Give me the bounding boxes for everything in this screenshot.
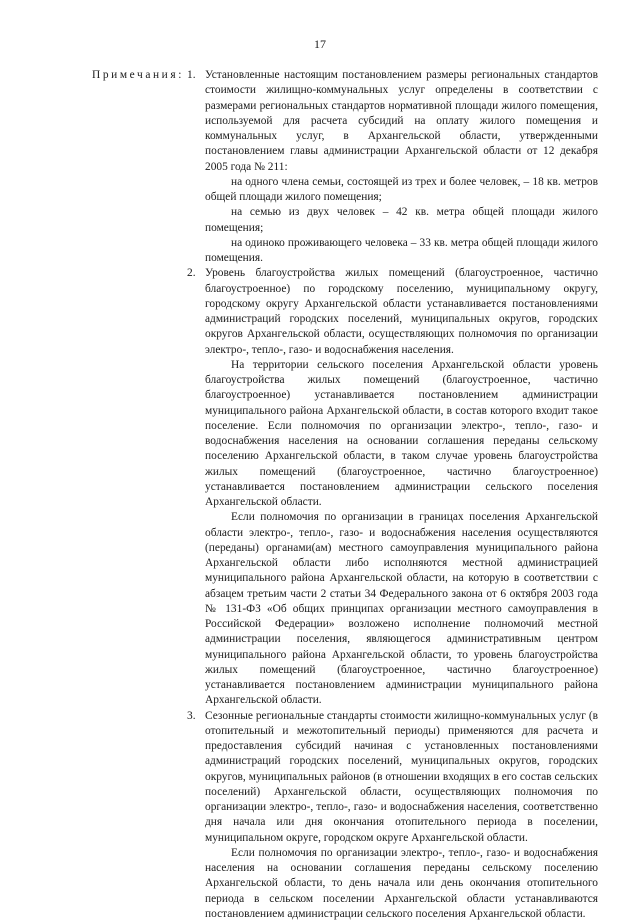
note-paragraph: Если полномочия по организации электро-, тепло-, газо- и водоснабжения населения на основании соглашения переданы сельскому поселению Архангельской области, то день начала или день окончания отопительного периода в сельском поселении Архангельской области устанавливаются постановлением администрации сельского поселения Архангельской области. — [205, 846, 598, 922]
note-1 — [187, 68, 598, 266]
note-list-item: на семью из двух человек – 42 кв. метра общей площади жилого помещения; — [205, 205, 598, 236]
note-paragraph: На территории сельского поселения Архангельской области уровень благоустройства жилых помещений (благоустроенное, частично благоустроенное) устанавливается постановлением администрации муниципального района Архангельской области, в состав которого входит такое поселение. Если полномочия по организации электро-, тепло-, газо- и водоснабжения населения на основании соглашения переданы сельскому поселению Архангельской области, в таком случае уровень благоустройства жилых помещений (благоустроенное, частично благоустроенное) устанавливается постановлением администрации сельского поселения Архангельской области. — [205, 358, 598, 511]
note-paragraph: Уровень благоустройства жилых помещений (благоустроенное, частично благоустроенное) по городскому поселению, муниципальному округу, городскому округу Архангельской области устанавливается постановлениями администраций городских поселений, муниципальных округов, городских округов Архангельской области, осуществляющих полномочия по организации электро-, тепло-, газо- и водоснабжения населения. — [205, 266, 598, 358]
note-paragraph: Если полномочия по организации в границах поселения Архангельской области электро-, тепло-, газо- и водоснабжения населения осуществляются (переданы) органами(ам) местного самоуправления муниципального района Архангельской области либо исполняются местной администрацией муниципального района Архангельской области, на которую в соответствии с абзацем третьим части 2 статьи 34 Федерального закона от 6 октября 2003 года № 131-ФЗ «Об общих принципах организации местного самоуправления в Российской Федерации» возложено исполнение полномочий местной администрации поселения, являющегося административным центром муниципального района Архангельской области, то уровень благоустройства жилых помещений (благоустроенное, частично благоустроенное) устанавливается постановлением администрации муниципального района Архангельской области. — [205, 510, 598, 708]
notes-label: Примечания: — [92, 68, 184, 83]
page-number: 17 — [0, 37, 640, 52]
note-2 — [187, 266, 598, 708]
note-number: 1. — [187, 68, 196, 83]
note-paragraph: Установленные настоящим постановлением размеры региональных стандартов стоимости жилищно-коммунальных услуг определены в соответствии с размерами региональных стандартов нормативной площади жилого помещения, используемой для расчета субсидий на оплату жилого помещения и коммунальных услуг, в Архангельской области, утвержденными постановлением главы администрации Архангельской области от 12 декабря 2005 года № 211: — [205, 68, 598, 175]
note-paragraph: Сезонные региональные стандарты стоимости жилищно-коммунальных услуг (в отопительный и межотопительный периоды) применяются для расчета и предоставления субсидий начиная с установленных постановлениями администраций городских поселений, муниципальных округов, городских округов, муниципальных районов (в отношении входящих в его состав сельских поселений) Архангельской области, осуществляющих полномочия по организации электро-, тепло-, газо- и водоснабжения населения, соответственно дня начала или дня окончания отопительного периода в поселении, муниципальном округе, городском округе Архангельской области. — [205, 709, 598, 846]
note-number: 3. — [187, 709, 196, 724]
note-list-item: на одиноко проживающего человека – 33 кв. метра общей площади жилого помещения. — [205, 236, 598, 267]
note-list-item: на одного члена семьи, состоящей из трех и более человек, – 18 кв. метров общей площади жилого помещения; — [205, 175, 598, 206]
note-number: 2. — [187, 266, 196, 281]
notes-list — [187, 68, 598, 922]
note-3 — [187, 709, 598, 922]
